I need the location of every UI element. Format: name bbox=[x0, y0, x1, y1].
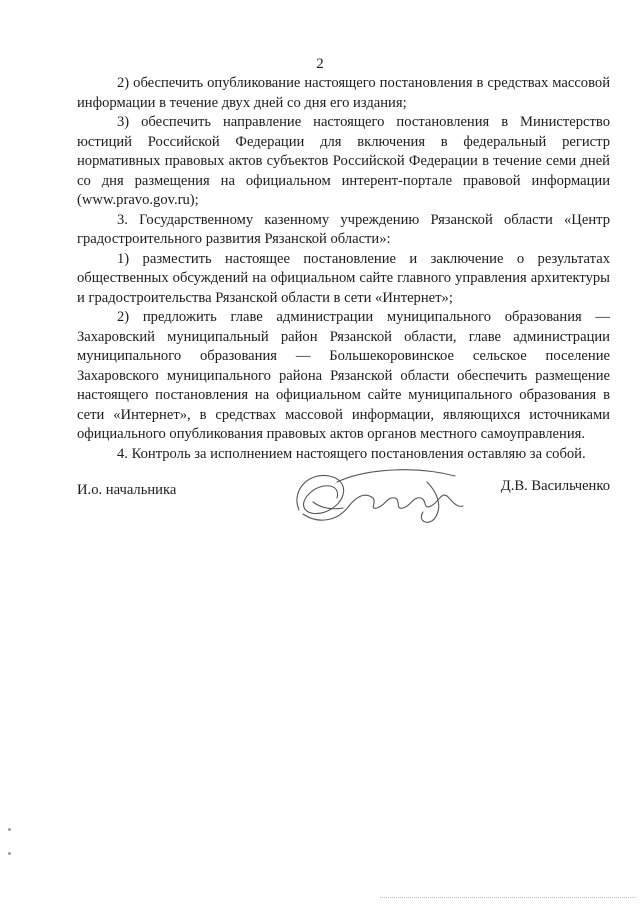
scan-artifact bbox=[8, 828, 11, 831]
paragraph-gku-center: 3. Государственному казенному учреждению Рязанской области «Центр градостроительного развития Рязанской области»: bbox=[77, 211, 610, 247]
signature-block bbox=[77, 462, 610, 542]
paragraph-propose-head: 2) предложить главе администрации муниципального образования — Захаровский муниципальный район Рязанской области, главе администрации муниципального образования — Большекоровинское сельское поселение Захаровского муниципального района Рязанской области обеспечить размещение настоящего постановления на официальном сайте муниципального образования в сети «Интернет», в средствах массовой информации, являющихся источниками официального опубликования правовых актов органов местного самоуправления. bbox=[77, 309, 610, 442]
paragraph-publish-media: 2) обеспечить опубликование настоящего постановления в средствах массовой информации в течение двух дней со дня его издания; bbox=[77, 75, 610, 111]
document-body bbox=[77, 74, 610, 464]
paragraph-send-ministry: 3) обеспечить направление настоящего постановления в Министерство юстиций Российской Федерации для включения в федеральный регистр нормативных правовых актов субъектов Российской Федерации в течение семи дней со дня размещения на официальном интерент-портале правовой информации (www.pravo.gov.ru); bbox=[77, 114, 610, 208]
signatory-name: Д.В. Васильченко bbox=[500, 478, 610, 494]
page-number: 2 bbox=[316, 56, 324, 72]
signatory-position: И.о. начальника bbox=[77, 482, 177, 498]
scan-edge-line bbox=[380, 897, 635, 898]
scan-artifact bbox=[8, 852, 11, 855]
paragraph-place-website: 1) разместить настоящее постановление и заключение о результатах общественных обсуждений на официальном сайте главного управления архитектуры и градостроительства Рязанской области в сети «Интернет»; bbox=[77, 250, 610, 306]
handwritten-signature-icon bbox=[277, 462, 467, 532]
paragraph-control: 4. Контроль за исполнением настоящего постановления оставляю за собой. bbox=[117, 445, 586, 462]
